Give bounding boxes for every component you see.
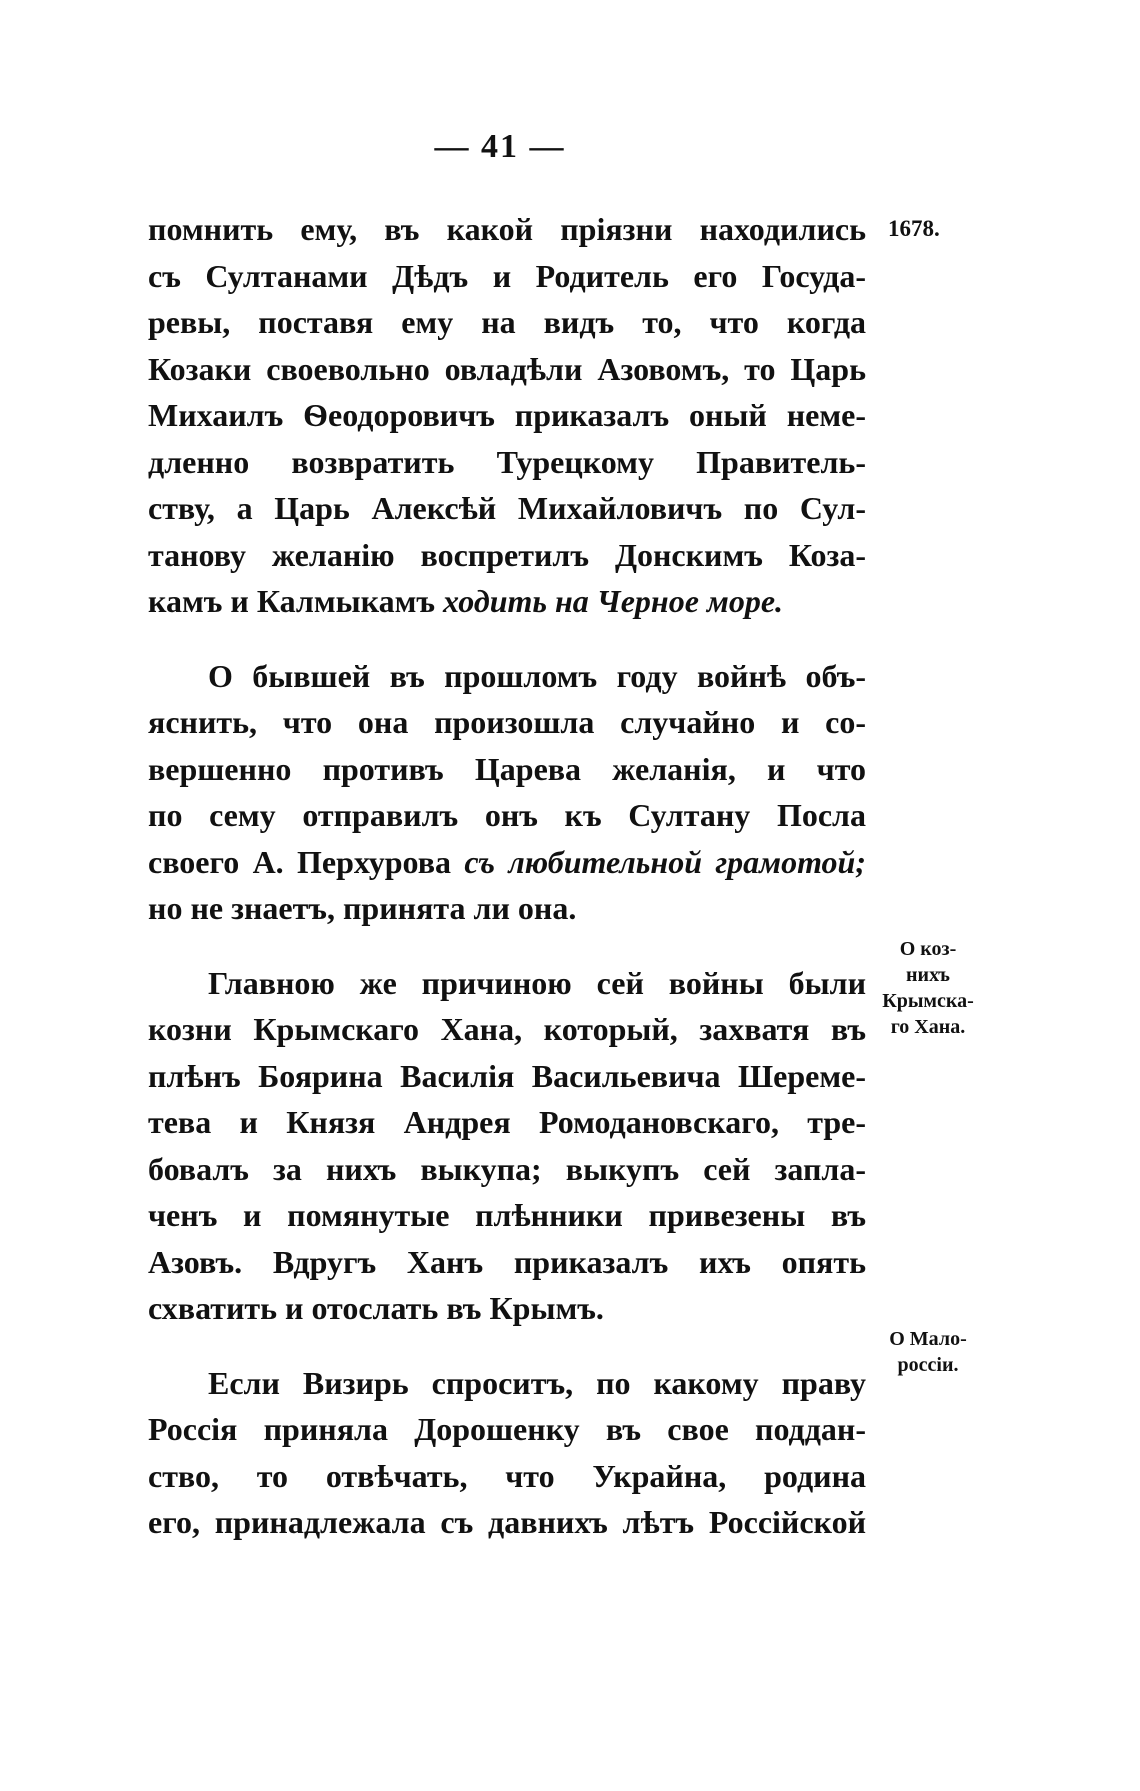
- text-column: [148, 206, 866, 1574]
- text-line: съ Султанами Дѣдъ и Родитель его Госуда-: [148, 257, 866, 294]
- text-line: яснить, что она произошла случайно и со-: [148, 704, 866, 740]
- text-line: бовалъ за нихъ выкупа; выкупъ сей запла-: [148, 1150, 866, 1187]
- margin-note-line: Крымска-: [882, 990, 974, 1012]
- text-line: но не знаетъ, принята ли она.: [148, 890, 577, 926]
- text-line: [148, 578, 866, 625]
- text-line: О бывшей въ прошломъ году войнѣ объ-: [208, 657, 866, 694]
- text-line: его, принадлежала съ давнихъ лѣтъ Россiйской: [148, 1504, 866, 1540]
- text-line: ство, то отвѣчать, что Украйна, родина: [148, 1457, 866, 1494]
- paragraph-3: [148, 960, 866, 1332]
- margin-note-line: О коз-: [899, 938, 957, 960]
- text-line: ревы, поставя ему на видъ то, что когда: [148, 304, 866, 340]
- text-italic: съ любительной грамотой;: [464, 843, 867, 880]
- text-line: тева и Князя Андрея Ромодановскаго, тре-: [148, 1104, 866, 1140]
- text-line: ству, а Царь Алексѣй Михайловичъ по Сул-: [148, 490, 866, 526]
- page-number: — 41 —: [434, 128, 566, 165]
- text-line: Козаки своевольно овладѣли Азовомъ, то Царь: [148, 350, 866, 387]
- paragraph-1: [148, 206, 866, 625]
- text-line: Главною же причиною сей войны были: [208, 964, 866, 1001]
- text-plain: своего А. Перхурова: [148, 843, 465, 880]
- text-line: дленно возвратить Турецкому Правитель-: [148, 443, 866, 480]
- margin-year: 1678.: [888, 216, 940, 241]
- margin-note-line: го Хана.: [890, 1016, 966, 1038]
- text-line: козни Крымскаго Хана, который, захватя въ: [148, 1011, 866, 1047]
- text-line: танову желанiю воспретилъ Донскимъ Коза-: [148, 536, 866, 573]
- margin-note-crimean-khan: [868, 936, 988, 1040]
- text-plain: камъ и Калмыкамъ: [148, 583, 444, 619]
- text-line: [148, 839, 866, 886]
- paragraph-4: [148, 1360, 866, 1546]
- paragraph-2: [148, 653, 866, 932]
- margin-note-line: россiи.: [897, 1354, 959, 1376]
- text-line: ченъ и помянутые плѣнники привезены въ: [148, 1197, 866, 1233]
- margin-note-malorossia: [868, 1326, 988, 1378]
- text-line: помнить ему, въ какой прiязни находились: [148, 211, 866, 247]
- text-line: Если Визирь спроситъ, по какому праву: [208, 1364, 866, 1401]
- margin-note-line: нихъ: [906, 964, 950, 986]
- text-line: Азовъ. Вдругъ Ханъ приказалъ ихъ опять: [148, 1243, 866, 1280]
- text-line: Россiя приняла Дорошенку въ свое поддан-: [148, 1411, 866, 1447]
- text-line: Михаилъ Ѳеодоровичъ приказалъ оный неме-: [148, 397, 866, 433]
- margin-note-line: О Мало-: [889, 1328, 967, 1350]
- text-line: вершенно противъ Царева желанiя, и что: [148, 750, 866, 787]
- text-italic: ходить на Черное море.: [443, 583, 784, 619]
- text-line: плѣнъ Боярина Василiя Васильевича Шереме-: [148, 1057, 866, 1094]
- text-line: схватить и отослать въ Крымъ.: [148, 1290, 604, 1326]
- text-line: по сему отправилъ онъ къ Султану Посла: [148, 797, 866, 833]
